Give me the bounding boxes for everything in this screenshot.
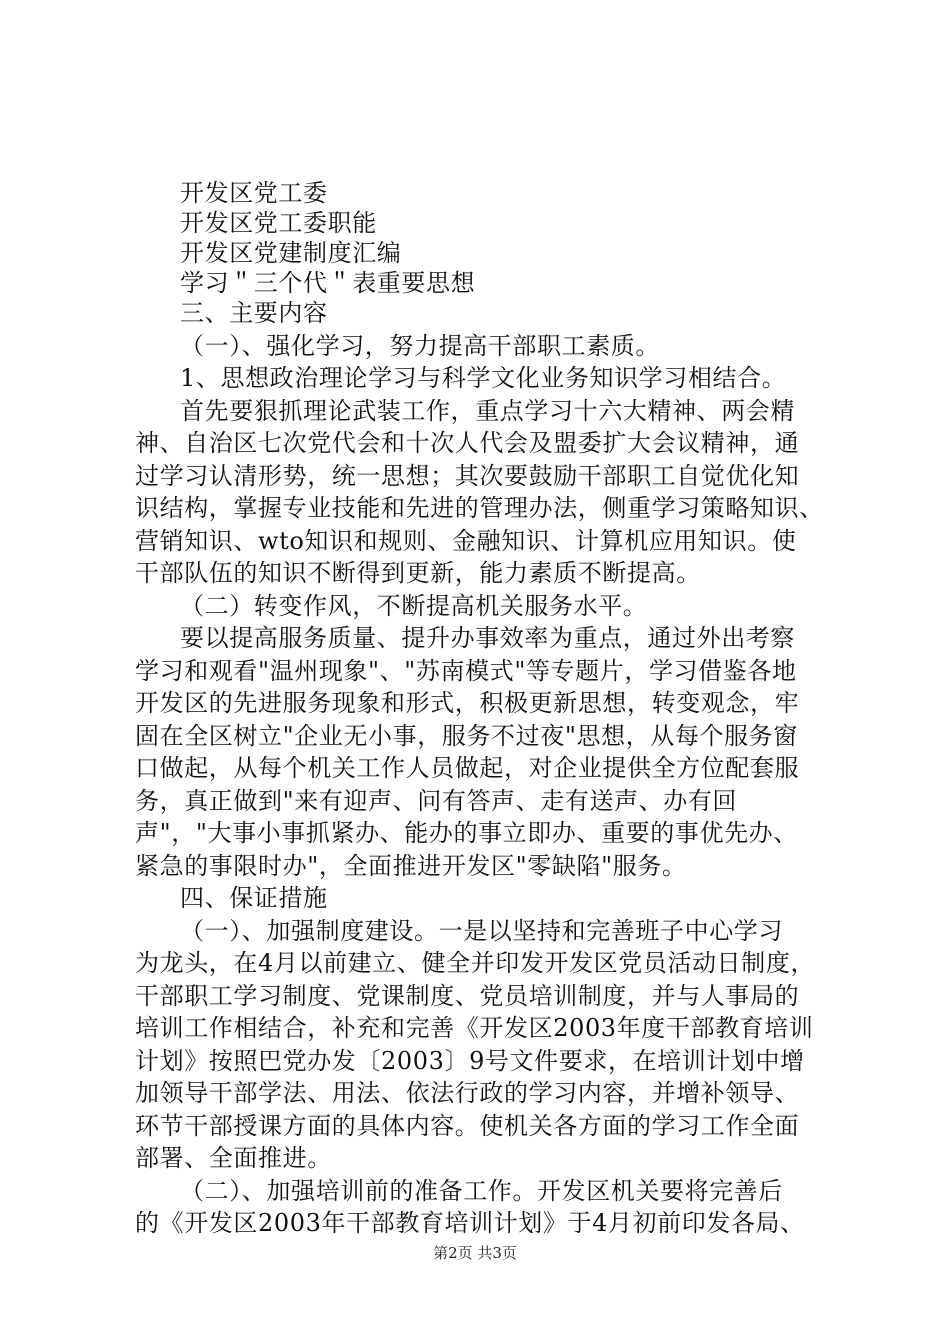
text-line: 营销知识、wto知识和规则、金融知识、计算机应用知识。使 — [135, 527, 797, 555]
text-line: 部署、全面推进。 — [135, 1144, 332, 1172]
text-line: 干部队伍的知识不断得到更新，能力素质不断提高。 — [135, 559, 701, 587]
text-line: 紧急的事限时办"，全面推进开发区"零缺陷"服务。 — [135, 852, 687, 880]
text-line: 口做起，从每个机关工作人员做起，对企业提供全方位配套服 — [135, 754, 800, 782]
subsection-heading: （一）、强化学习，努力提高干部职工素质。 — [180, 332, 660, 360]
text-line: 加领导干部学法、用法、依法行政的学习内容，并增补领导、 — [135, 1079, 800, 1107]
page-number-footer: 第2页 共3页 — [433, 1244, 517, 1262]
text-line: 识结构，掌握专业技能和先进的管理办法，侧重学习策略知识、 — [135, 494, 824, 522]
text-line: 固在全区树立"企业无小事，服务不过夜"思想，从每个服务窗 — [135, 722, 798, 750]
text-line: 开发区党工委 — [180, 179, 328, 207]
text-line: 首先要狠抓理论武装工作，重点学习十六大精神、两会精 — [180, 397, 795, 425]
text-line: 计划》按照巴党办发〔2003〕9号文件要求，在培训计划中增 — [135, 1047, 805, 1075]
text-line: 声"，"大事小事抓紧办、能办的事立即办、重要的事优先办、 — [135, 819, 798, 847]
subsection-heading: 1、思想政治理论学习与科学文化业务知识学习相结合。 — [180, 364, 787, 392]
subsection-heading: （二）转变作风，不断提高机关服务水平。 — [180, 592, 648, 620]
text-line: 过学习认清形势，统一思想；其次要鼓励干部职工自觉优化知 — [135, 462, 800, 490]
text-line: 干部职工学习制度、党课制度、党员培训制度，并与人事局的 — [135, 982, 800, 1010]
text-line: 开发区党工委职能 — [180, 209, 377, 237]
text-line: 培训工作相结合，补充和完善《开发区2003年度干部教育培训 — [135, 1014, 814, 1042]
section-heading: 四、保证措施 — [180, 884, 328, 912]
text-line: 为龙头，在4月以前建立、健全并印发开发区党员活动日制度， — [135, 949, 816, 977]
text-line: 要以提高服务质量、提升办事效率为重点，通过外出考察 — [180, 624, 795, 652]
text-line: 神、自治区七次党代会和十次人代会及盟委扩大会议精神，通 — [135, 429, 800, 457]
text-line: （一）、加强制度建设。一是以坚持和完善班子中心学习 — [180, 917, 783, 945]
text-line: 环节干部授课方面的具体内容。使机关各方面的学习工作全面 — [135, 1112, 800, 1140]
text-line: 学习和观看"温州现象"、"苏南模式"等专题片，学习借鉴各地 — [135, 657, 797, 685]
text-line: 学习＂三个代＂表重要思想 — [180, 269, 476, 297]
text-line: （二）、加强培训前的准备工作。开发区机关要将完善后 — [180, 1177, 783, 1205]
section-heading: 三、主要内容 — [180, 299, 328, 327]
text-line: 的《开发区2003年干部教育培训计划》于4月初前印发各局、 — [135, 1209, 805, 1237]
text-line: 开发区党建制度汇编 — [180, 239, 402, 267]
text-line: 务，真正做到"来有迎声、问有答声、走有送声、办有回 — [135, 787, 738, 815]
text-line: 开发区的先进服务现象和形式，积极更新思想，转变观念，牢 — [135, 689, 800, 717]
